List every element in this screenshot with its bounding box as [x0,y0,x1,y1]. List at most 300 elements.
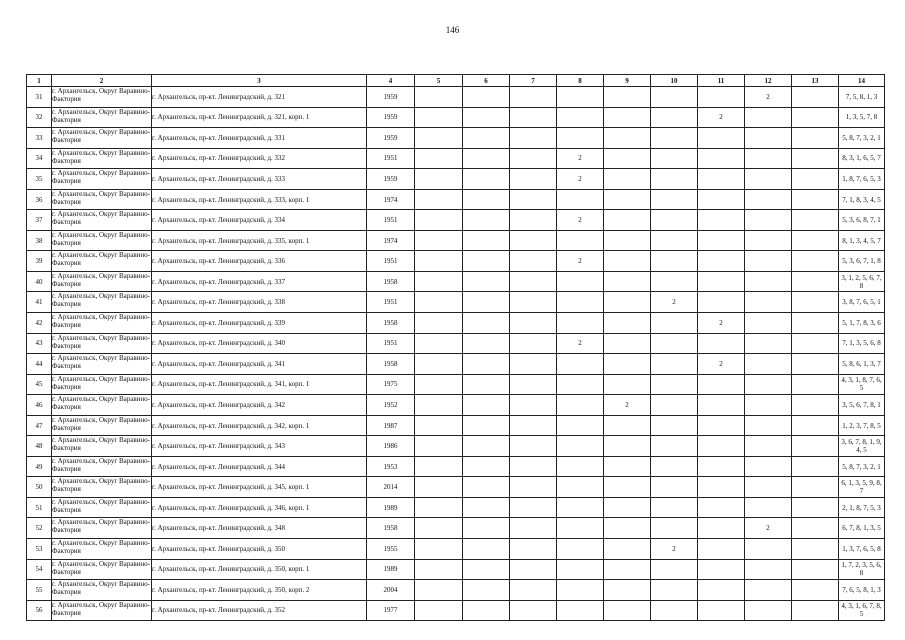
year-cell: 1958 [367,313,415,334]
year-cell: 1975 [367,374,415,395]
col9-cell [604,456,651,477]
col7-cell [510,518,557,539]
col9-cell [604,230,651,251]
col10-cell [651,436,698,457]
col13-cell [792,477,839,498]
col13-cell [792,580,839,601]
col14-cell: 2, 1, 8, 7, 5, 3 [839,497,885,518]
col10-cell [651,230,698,251]
col14-cell: 7, 1, 3, 5, 6, 8 [839,333,885,354]
col6-cell [463,477,510,498]
table-row [27,292,885,313]
col7-cell [510,600,557,621]
col6-cell [463,539,510,560]
col8-cell [557,580,604,601]
col12-cell [745,107,792,128]
column-header: 11 [698,75,745,87]
col8-cell [557,415,604,436]
row-number-cell: 40 [27,271,52,292]
col6-cell [463,415,510,436]
col5-cell [415,436,463,457]
col7-cell [510,395,557,416]
col9-cell [604,333,651,354]
col10-cell [651,333,698,354]
col9-cell [604,518,651,539]
col5-cell [415,354,463,375]
col11-cell [698,251,745,272]
col13-cell [792,251,839,272]
table-row [27,128,885,149]
year-cell: 1953 [367,456,415,477]
year-cell: 1958 [367,518,415,539]
col12-cell [745,148,792,169]
address-cell: г. Архангельск, пр-кт. Ленинградский, д. 350, корп. 2 [152,580,367,601]
col8-cell [557,497,604,518]
col10-cell [651,600,698,621]
col13-cell [792,148,839,169]
year-cell: 1959 [367,128,415,149]
col6-cell [463,333,510,354]
address-cell: г. Архангельск, пр-кт. Ленинградский, д. 332 [152,148,367,169]
col14-cell: 3, 8, 7, 6, 5, 1 [839,292,885,313]
col5-cell [415,292,463,313]
col13-cell [792,292,839,313]
col5-cell [415,251,463,272]
row-number-cell: 45 [27,374,52,395]
col9-cell [604,580,651,601]
column-header: 6 [463,75,510,87]
col6-cell [463,436,510,457]
col6-cell [463,87,510,108]
col9-cell [604,497,651,518]
col13-cell [792,374,839,395]
col6-cell [463,580,510,601]
col11-cell: 2 [698,313,745,334]
col14-cell: 1, 7, 2, 3, 5, 6, 8 [839,559,885,580]
table-row [27,456,885,477]
row-number-cell: 56 [27,600,52,621]
col12-cell [745,230,792,251]
col14-cell: 6, 1, 3, 5, 9, 8, 7 [839,477,885,498]
district-cell: г. Архангельск, Округ Варавино-Фактория [52,559,152,580]
col5-cell [415,148,463,169]
col8-cell [557,107,604,128]
col8-cell [557,518,604,539]
column-header: 2 [52,75,152,87]
col6-cell [463,251,510,272]
col11-cell [698,580,745,601]
table-row [27,230,885,251]
col12-cell [745,128,792,149]
col5-cell [415,107,463,128]
column-header: 10 [651,75,698,87]
col9-cell [604,251,651,272]
col8-cell [557,292,604,313]
col5-cell [415,539,463,560]
housing-table [26,74,885,621]
address-cell: г. Архангельск, пр-кт. Ленинградский, д. 341 [152,354,367,375]
col11-cell [698,456,745,477]
col11-cell [698,415,745,436]
col8-cell [557,271,604,292]
col8-cell: 2 [557,148,604,169]
row-number-cell: 41 [27,292,52,313]
col14-cell: 1, 3, 5, 7, 8 [839,107,885,128]
col9-cell [604,148,651,169]
col11-cell [698,518,745,539]
row-number-cell: 34 [27,148,52,169]
col10-cell [651,210,698,231]
col6-cell [463,456,510,477]
col13-cell [792,128,839,149]
col11-cell [698,271,745,292]
district-cell: г. Архангельск, Округ Варавино-Фактория [52,251,152,272]
table-row [27,354,885,375]
district-cell: г. Архангельск, Округ Варавино-Фактория [52,87,152,108]
col9-cell [604,128,651,149]
column-header: 14 [839,75,885,87]
col11-cell [698,436,745,457]
table-row [27,580,885,601]
page-number: 146 [445,25,460,35]
address-cell: г. Архангельск, пр-кт. Ленинградский, д. 342, корп. 1 [152,415,367,436]
district-cell: г. Архангельск, Округ Варавино-Фактория [52,128,152,149]
col9-cell [604,271,651,292]
col8-cell [557,559,604,580]
col9-cell [604,539,651,560]
col6-cell [463,292,510,313]
col14-cell: 8, 1, 3, 4, 5, 7 [839,230,885,251]
col9-cell [604,189,651,210]
col10-cell: 2 [651,539,698,560]
year-cell: 1959 [367,87,415,108]
col7-cell [510,148,557,169]
col14-cell: 3, 6, 7, 8, 1, 9, 4, 5 [839,436,885,457]
row-number-cell: 52 [27,518,52,539]
row-number-cell: 49 [27,456,52,477]
year-cell: 1951 [367,251,415,272]
col13-cell [792,518,839,539]
col5-cell [415,600,463,621]
year-cell: 1987 [367,415,415,436]
col7-cell [510,580,557,601]
col5-cell [415,230,463,251]
year-cell: 1974 [367,189,415,210]
year-cell: 1989 [367,559,415,580]
col5-cell [415,477,463,498]
col10-cell [651,374,698,395]
district-cell: г. Архангельск, Округ Варавино-Фактория [52,271,152,292]
address-cell: г. Архангельск, пр-кт. Ленинградский, д. 339 [152,313,367,334]
col10-cell [651,559,698,580]
col9-cell [604,107,651,128]
col11-cell [698,600,745,621]
col11-cell [698,333,745,354]
col9-cell [604,292,651,313]
col5-cell [415,333,463,354]
col12-cell [745,354,792,375]
col12-cell [745,210,792,231]
col12-cell: 2 [745,87,792,108]
table-row [27,600,885,621]
col12-cell [745,313,792,334]
col5-cell [415,87,463,108]
col13-cell [792,333,839,354]
district-cell: г. Архангельск, Округ Варавино-Фактория [52,148,152,169]
col11-cell [698,539,745,560]
col14-cell: 1, 8, 7, 6, 5, 3 [839,169,885,190]
address-cell: г. Архангельск, пр-кт. Ленинградский, д. 333, корп. 1 [152,189,367,210]
col12-cell [745,333,792,354]
col13-cell [792,313,839,334]
address-cell: г. Архангельск, пр-кт. Ленинградский, д. 345, корп. 1 [152,477,367,498]
col10-cell [651,271,698,292]
col13-cell [792,271,839,292]
row-number-cell: 44 [27,354,52,375]
col7-cell [510,497,557,518]
table-row [27,87,885,108]
col10-cell [651,497,698,518]
col11-cell: 2 [698,107,745,128]
district-cell: г. Архангельск, Округ Варавино-Фактория [52,189,152,210]
col8-cell [557,354,604,375]
col13-cell [792,230,839,251]
col6-cell [463,497,510,518]
col10-cell [651,169,698,190]
year-cell: 1959 [367,169,415,190]
col13-cell [792,210,839,231]
col10-cell [651,518,698,539]
col8-cell [557,87,604,108]
col10-cell [651,189,698,210]
year-cell: 1974 [367,230,415,251]
col8-cell [557,395,604,416]
district-cell: г. Архангельск, Округ Варавино-Фактория [52,477,152,498]
col5-cell [415,210,463,231]
district-cell: г. Архангельск, Округ Варавино-Фактория [52,539,152,560]
col7-cell [510,271,557,292]
column-header: 13 [792,75,839,87]
address-cell: г. Архангельск, пр-кт. Ленинградский, д. 337 [152,271,367,292]
col5-cell [415,456,463,477]
year-cell: 2014 [367,477,415,498]
col12-cell [745,580,792,601]
table-row [27,497,885,518]
col5-cell [415,559,463,580]
col6-cell [463,600,510,621]
col10-cell [651,87,698,108]
col8-cell [557,539,604,560]
row-number-cell: 39 [27,251,52,272]
col8-cell [557,477,604,498]
col10-cell [651,477,698,498]
col11-cell [698,169,745,190]
col13-cell [792,189,839,210]
address-cell: г. Архангельск, пр-кт. Ленинградский, д. 343 [152,436,367,457]
col7-cell [510,539,557,560]
col8-cell [557,313,604,334]
address-cell: г. Архангельск, пр-кт. Ленинградский, д. 333 [152,169,367,190]
row-number-cell: 36 [27,189,52,210]
col10-cell [651,107,698,128]
col14-cell: 5, 1, 7, 8, 3, 6 [839,313,885,334]
col5-cell [415,395,463,416]
col11-cell [698,128,745,149]
col7-cell [510,456,557,477]
district-cell: г. Архангельск, Округ Варавино-Фактория [52,395,152,416]
year-cell: 1977 [367,600,415,621]
col9-cell [604,313,651,334]
col10-cell [651,251,698,272]
col13-cell [792,87,839,108]
col6-cell [463,169,510,190]
address-cell: г. Архангельск, пр-кт. Ленинградский, д. 336 [152,251,367,272]
col9-cell [604,415,651,436]
table-row [27,251,885,272]
col14-cell: 1, 2, 3, 7, 8, 5 [839,415,885,436]
col13-cell [792,559,839,580]
table-row [27,477,885,498]
col9-cell [604,436,651,457]
row-number-cell: 35 [27,169,52,190]
row-number-cell: 46 [27,395,52,416]
col6-cell [463,518,510,539]
table-row [27,271,885,292]
district-cell: г. Архангельск, Округ Варавино-Фактория [52,210,152,231]
col11-cell [698,210,745,231]
col14-cell: 4, 3, 1, 8, 7, 6, 5 [839,374,885,395]
row-number-cell: 38 [27,230,52,251]
col8-cell [557,189,604,210]
col12-cell [745,559,792,580]
table-row [27,539,885,560]
address-cell: г. Архангельск, пр-кт. Ленинградский, д. 350 [152,539,367,560]
col11-cell [698,87,745,108]
address-cell: г. Архангельск, пр-кт. Ленинградский, д. 342 [152,395,367,416]
district-cell: г. Архангельск, Округ Варавино-Фактория [52,230,152,251]
col10-cell: 2 [651,292,698,313]
district-cell: г. Архангельск, Округ Варавино-Фактория [52,518,152,539]
col6-cell [463,107,510,128]
col12-cell [745,415,792,436]
district-cell: г. Архангельск, Округ Варавино-Фактория [52,497,152,518]
col5-cell [415,497,463,518]
district-cell: г. Архангельск, Округ Варавино-Фактория [52,456,152,477]
table-row [27,395,885,416]
address-cell: г. Архангельск, пр-кт. Ленинградский, д. 331 [152,128,367,149]
table-row [27,210,885,231]
col14-cell: 5, 3, 6, 7, 1, 8 [839,251,885,272]
address-cell: г. Архангельск, пр-кт. Ленинградский, д. 321 [152,87,367,108]
district-cell: г. Архангельск, Округ Варавино-Фактория [52,600,152,621]
col7-cell [510,559,557,580]
col11-cell [698,395,745,416]
col10-cell [651,395,698,416]
col6-cell [463,148,510,169]
col9-cell [604,374,651,395]
address-cell: г. Архангельск, пр-кт. Ленинградский, д. 350, корп. 1 [152,559,367,580]
col13-cell [792,354,839,375]
col7-cell [510,477,557,498]
col14-cell: 7, 6, 5, 8, 1, 3 [839,580,885,601]
col5-cell [415,189,463,210]
year-cell: 1951 [367,292,415,313]
col14-cell: 7, 5, 8, 1, 3 [839,87,885,108]
col6-cell [463,230,510,251]
col14-cell: 5, 8, 6, 1, 3, 7 [839,354,885,375]
table-row [27,559,885,580]
col6-cell [463,395,510,416]
col5-cell [415,313,463,334]
col8-cell [557,128,604,149]
year-cell: 2004 [367,580,415,601]
year-cell: 1989 [367,497,415,518]
col8-cell [557,456,604,477]
col10-cell [651,456,698,477]
col8-cell: 2 [557,333,604,354]
col6-cell [463,128,510,149]
year-cell: 1986 [367,436,415,457]
col7-cell [510,210,557,231]
year-cell: 1951 [367,333,415,354]
col7-cell [510,230,557,251]
col8-cell [557,600,604,621]
col7-cell [510,354,557,375]
col8-cell: 2 [557,169,604,190]
col12-cell [745,497,792,518]
col8-cell: 2 [557,251,604,272]
col9-cell: 2 [604,395,651,416]
col12-cell: 2 [745,518,792,539]
col12-cell [745,292,792,313]
col7-cell [510,169,557,190]
col8-cell [557,374,604,395]
table-body [27,87,885,621]
col7-cell [510,251,557,272]
district-cell: г. Архангельск, Округ Варавино-Фактория [52,415,152,436]
col5-cell [415,271,463,292]
row-number-cell: 50 [27,477,52,498]
col11-cell [698,148,745,169]
table-row [27,374,885,395]
col12-cell [745,436,792,457]
district-cell: г. Архангельск, Округ Варавино-Фактория [52,107,152,128]
district-cell: г. Архангельск, Округ Варавино-Фактория [52,169,152,190]
col13-cell [792,436,839,457]
address-cell: г. Архангельск, пр-кт. Ленинградский, д. 335, корп. 1 [152,230,367,251]
col14-cell: 5, 3, 6, 8, 7, 1 [839,210,885,231]
col14-cell: 7, 1, 8, 3, 4, 5 [839,189,885,210]
year-cell: 1952 [367,395,415,416]
col7-cell [510,333,557,354]
col10-cell [651,128,698,149]
col6-cell [463,210,510,231]
col5-cell [415,415,463,436]
col13-cell [792,456,839,477]
row-number-cell: 43 [27,333,52,354]
col11-cell [698,189,745,210]
row-number-cell: 42 [27,313,52,334]
row-number-cell: 47 [27,415,52,436]
col5-cell [415,580,463,601]
row-number-cell: 54 [27,559,52,580]
col11-cell: 2 [698,354,745,375]
col11-cell [698,559,745,580]
col13-cell [792,539,839,560]
address-cell: г. Архангельск, пр-кт. Ленинградский, д. 348 [152,518,367,539]
district-cell: г. Архангельск, Округ Варавино-Фактория [52,292,152,313]
col5-cell [415,518,463,539]
